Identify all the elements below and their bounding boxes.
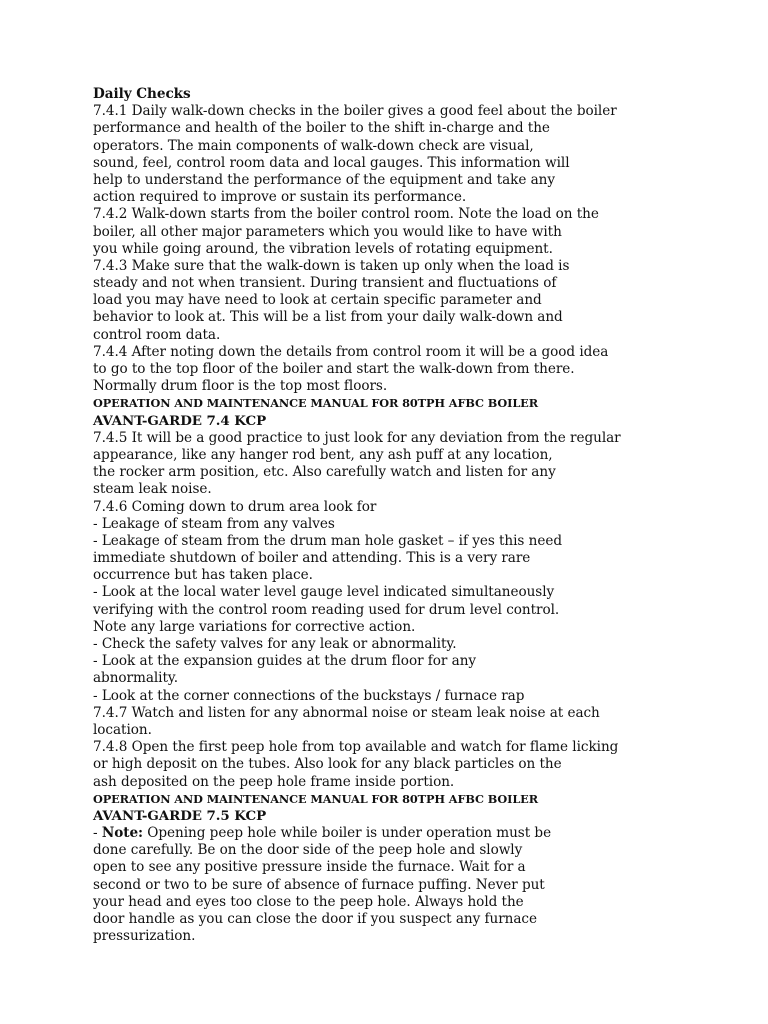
- body-text-line: Note any large variations for corrective action.: [93, 618, 416, 635]
- body-text-line: you while going around, the vibration levels of rotating equipment.: [93, 240, 553, 257]
- body-text-line: boiler, all other major parameters which you would like to have with: [93, 223, 562, 240]
- body-text-line: - Leakage of steam from the drum man hole gasket – if yes this need: [93, 532, 562, 549]
- section-heading: Daily Checks: [93, 86, 191, 102]
- body-text-line: door handle as you can close the door if you suspect any furnace: [93, 911, 537, 927]
- body-text-line: steady and not when transient. During transient and fluctuations of: [93, 275, 557, 292]
- body-text-line: or high deposit on the tubes. Also look for any black particles on the: [93, 756, 562, 773]
- body-text-line: control room data.: [93, 326, 221, 343]
- document-body: [93, 103, 763, 945]
- body-text-line: open to see any positive pressure inside the furnace. Wait for a: [93, 859, 526, 876]
- body-text-line: operators. The main components of walk-down check are visual,: [93, 137, 534, 154]
- body-text-line: 7.4.2 Walk-down starts from the boiler control room. Note the load on the: [93, 206, 599, 223]
- body-text-line: load you may have need to look at certain specific parameter and: [93, 292, 542, 309]
- running-header-title: OPERATION AND MAINTENANCE MANUAL FOR 80TPH AFBC BOILER: [93, 791, 538, 806]
- body-text-line: performance and health of the boiler to the shift in-charge and the: [93, 120, 550, 137]
- body-text-line: 7.4.6 Coming down to drum area look for: [93, 498, 377, 515]
- body-text-line: 7.4.1 Daily walk-down checks in the boiler gives a good feel about the boiler: [93, 103, 617, 120]
- note-label: Note:: [101, 825, 144, 842]
- note-text: Opening peep hole while boiler is under operation must be: [143, 825, 552, 842]
- note-prefix: -: [93, 825, 102, 842]
- body-text-line: your head and eyes too close to the peep hole. Always hold the: [93, 893, 524, 910]
- body-text-line: 7.4.7 Watch and listen for any abnormal noise or steam leak noise at each: [93, 704, 600, 721]
- body-text-line: abnormality.: [93, 670, 178, 687]
- body-text-line: - Leakage of steam from any valves: [93, 515, 335, 532]
- body-text-line: verifying with the control room reading used for drum level control.: [93, 601, 560, 618]
- body-text-line: - Check the safety valves for any leak or abnormality.: [93, 636, 457, 652]
- body-text-line: 7.4.4 After noting down the details from control room it will be a good idea: [93, 343, 609, 360]
- body-text-line: steam leak noise.: [93, 481, 212, 498]
- body-text-line: sound, feel, control room data and local gauges. This information will: [93, 154, 570, 171]
- body-text-line: the rocker arm position, etc. Also carefully watch and listen for any: [93, 464, 556, 481]
- body-text-line: Normally drum floor is the top most floors.: [93, 378, 388, 395]
- body-text-line: 7.4.5 It will be a good practice to just look for any deviation from the regular: [93, 429, 621, 446]
- body-text-line: done carefully. Be on the door side of the peep hole and slowly: [93, 842, 523, 859]
- body-text-line: 7.4.8 Open the first peep hole from top available and watch for flame licking: [93, 739, 619, 756]
- body-text-line: help to understand the performance of the equipment and take any: [93, 171, 556, 188]
- running-header-title: OPERATION AND MAINTENANCE MANUAL FOR 80TPH AFBC BOILER: [93, 396, 538, 411]
- running-header-code: AVANT-GARDE 7.4 KCP: [93, 412, 267, 429]
- body-text-line: second or two to be sure of absence of furnace puffing. Never put: [93, 876, 545, 893]
- body-text-line: occurrence but has taken place.: [93, 567, 313, 584]
- body-text-line: immediate shutdown of boiler and attending. This is a very rare: [93, 550, 531, 567]
- body-text-line: to go to the top floor of the boiler and start the walk-down from there.: [93, 361, 575, 377]
- body-text-line: pressurization.: [93, 928, 196, 945]
- running-header-code: AVANT-GARDE 7.5 KCP: [93, 807, 267, 824]
- body-text-line: - Look at the local water level gauge level indicated simultaneously: [93, 584, 555, 601]
- body-text-line: behavior to look at. This will be a list from your daily walk-down and: [93, 309, 563, 326]
- body-text-line: - Look at the expansion guides at the drum floor for any: [93, 653, 477, 670]
- body-text-line: ash deposited on the peep hole frame inside portion.: [93, 773, 455, 790]
- document-page: [93, 86, 763, 945]
- body-text-line: appearance, like any hanger rod bent, any ash puff at any location,: [93, 446, 553, 463]
- body-text-line: action required to improve or sustain its performance.: [93, 189, 467, 206]
- note-line: [93, 825, 763, 842]
- body-text-line: 7.4.3 Make sure that the walk-down is taken up only when the load is: [93, 257, 570, 274]
- body-text-line: - Look at the corner connections of the buckstays / furnace rap: [93, 687, 525, 704]
- body-text-line: location.: [93, 721, 152, 738]
